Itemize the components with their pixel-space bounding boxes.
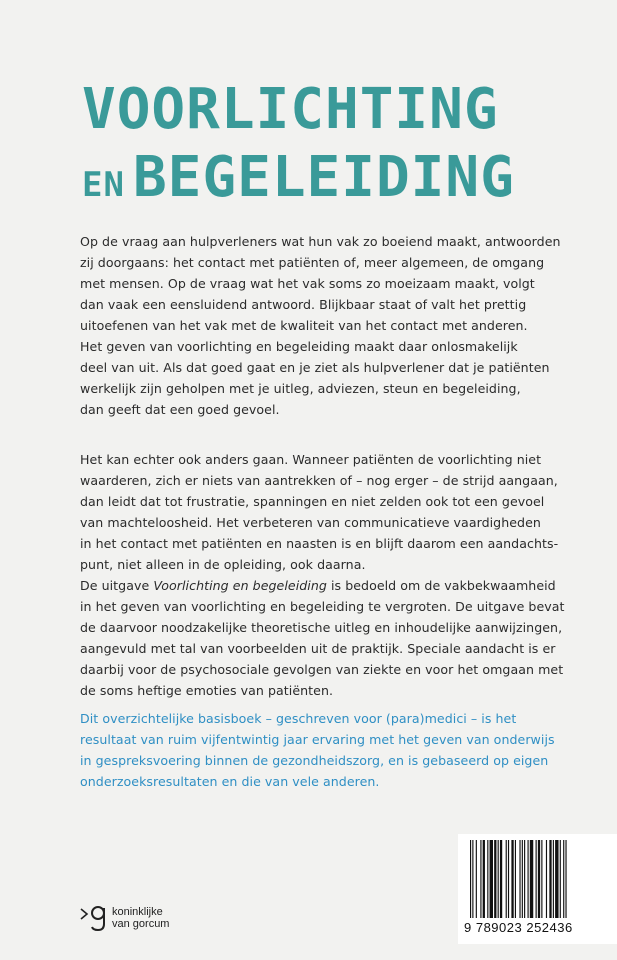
text-line: werkelijk zijn geholpen met je uitleg, adviezen, steun en begeleiding, xyxy=(80,381,521,396)
barcode-bar xyxy=(470,840,471,918)
isbn-barcode xyxy=(458,834,617,944)
title-en: EN xyxy=(82,165,125,205)
text-line: daarbij voor de psychosociale gevolgen van ziekte en voor het omgaan met xyxy=(80,662,564,677)
title-line-2 xyxy=(82,145,515,210)
barcode-bar xyxy=(553,840,554,918)
barcode-bar xyxy=(508,840,509,918)
blurb-paragraph-1 xyxy=(80,231,561,420)
barcode-bar xyxy=(483,840,485,918)
blurb-paragraph-4 xyxy=(80,708,555,792)
text-line: Het geven van voorlichting en begeleiding maakt daar onlosmakelijk xyxy=(80,339,518,354)
barcode-bar xyxy=(490,840,493,918)
text-line: met mensen. Op de vraag wat het vak soms zo moeizaam maakt, volgt xyxy=(80,276,535,291)
text-line: in het contact met patiënten en naasten is en blijft daarom een aandachts- xyxy=(80,536,559,551)
barcode-bar xyxy=(480,840,481,918)
barcode-bar xyxy=(476,840,477,918)
barcode-bar xyxy=(555,840,558,918)
text-line: in gespreksvoering binnen de gezondheidszorg, en is gebaseerd op eigen xyxy=(80,753,549,768)
barcode-bar xyxy=(560,840,561,918)
barcode-bar xyxy=(565,840,566,918)
barcode-bar xyxy=(563,840,564,918)
text-line: Het kan echter ook anders gaan. Wanneer patiënten de voorlichting niet xyxy=(80,452,542,467)
barcode-bar xyxy=(506,840,507,918)
barcode-bar xyxy=(472,840,473,918)
barcode-bar xyxy=(522,840,523,918)
book-title-italic: Voorlichting en begeleiding xyxy=(153,578,327,593)
publisher-line-2: van gorcum xyxy=(112,918,170,930)
text-line: in het geven van voorlichting en begeleiding te vergroten. De uitgave bevat xyxy=(80,599,565,614)
barcode-bar xyxy=(536,840,537,918)
text-line: uitoefenen van het vak met de kwaliteit van het contact met anderen. xyxy=(80,318,528,333)
barcode-bar xyxy=(494,840,496,918)
title-line-1: VOORLICHTING xyxy=(82,77,499,142)
text-line: onderzoeksresultaten en die van vele anderen. xyxy=(80,774,380,789)
text-line: van machteloosheid. Het verbeteren van communicatieve vaardigheden xyxy=(80,515,541,530)
book-title xyxy=(82,77,515,210)
text-line: dan vaak een eensluidend antwoord. Blijkbaar staat of valt het prettig xyxy=(80,297,527,312)
text-line: deel van uit. Als dat goed gaat en je ziet als hulpverlener dat je patiënten xyxy=(80,360,550,375)
publisher-mark-icon xyxy=(80,900,110,934)
text-line: Dit overzichtelijke basisboek – geschreven voor (para)medici – is het xyxy=(80,711,517,726)
text-line: punt, niet alleen in de opleiding, ook daarna. xyxy=(80,557,366,572)
barcode-bar xyxy=(541,840,542,918)
blurb-paragraph-3 xyxy=(80,575,565,701)
text-suffix: is bedoeld om de vakbekwaamheid xyxy=(326,578,556,593)
blurb-paragraph-2 xyxy=(80,449,559,575)
barcode-bar xyxy=(515,840,516,918)
text-line: zij doorgaans: het contact met patiënten of, meer algemeen, de omgang xyxy=(80,255,545,270)
barcode-bar xyxy=(549,840,551,918)
barcode-bar xyxy=(530,840,533,918)
barcode-bars xyxy=(468,840,608,920)
text-line: resultaat van ruim vijfentwintig jaar ervaring met het geven van onderwijs xyxy=(80,732,555,747)
text-line: de daarvoor noodzakelijke theoretische uitleg en inhoudelijke aanwijzingen, xyxy=(80,620,563,635)
text-line xyxy=(80,575,556,596)
barcode-bar xyxy=(511,840,513,918)
title-begeleiding: BEGELEIDING xyxy=(132,145,515,210)
publisher-name xyxy=(112,906,169,930)
barcode-bar xyxy=(498,840,499,918)
text-line: waarderen, zich er niets van aantrekken of – nog erger – de strijd aangaan, xyxy=(80,473,558,488)
barcode-bar xyxy=(500,840,502,918)
text-line: dan leidt dat tot frustratie, spanningen en niet zelden ook tot een gevoel xyxy=(80,494,545,509)
text-line: aangevuld met tal van voorbeelden uit de praktijk. Speciale aandacht is er xyxy=(80,641,556,656)
barcode-bar xyxy=(487,840,488,918)
publisher-line-1: koninklijke xyxy=(112,906,163,918)
isbn-digits: 9 789023 252436 xyxy=(464,920,573,935)
text-line: Op de vraag aan hulpverleners wat hun vak zo boeiend maakt, antwoorden xyxy=(80,234,561,249)
barcode-bar xyxy=(546,840,547,918)
barcode-bar xyxy=(538,840,540,918)
barcode-bar xyxy=(528,840,529,918)
barcode-bar xyxy=(519,840,520,918)
text-line: dan geeft dat een goed gevoel. xyxy=(80,402,280,417)
text-line: de soms heftige emoties van patiënten. xyxy=(80,683,334,698)
barcode-bar xyxy=(524,840,525,918)
text-prefix: De uitgave xyxy=(80,578,154,593)
